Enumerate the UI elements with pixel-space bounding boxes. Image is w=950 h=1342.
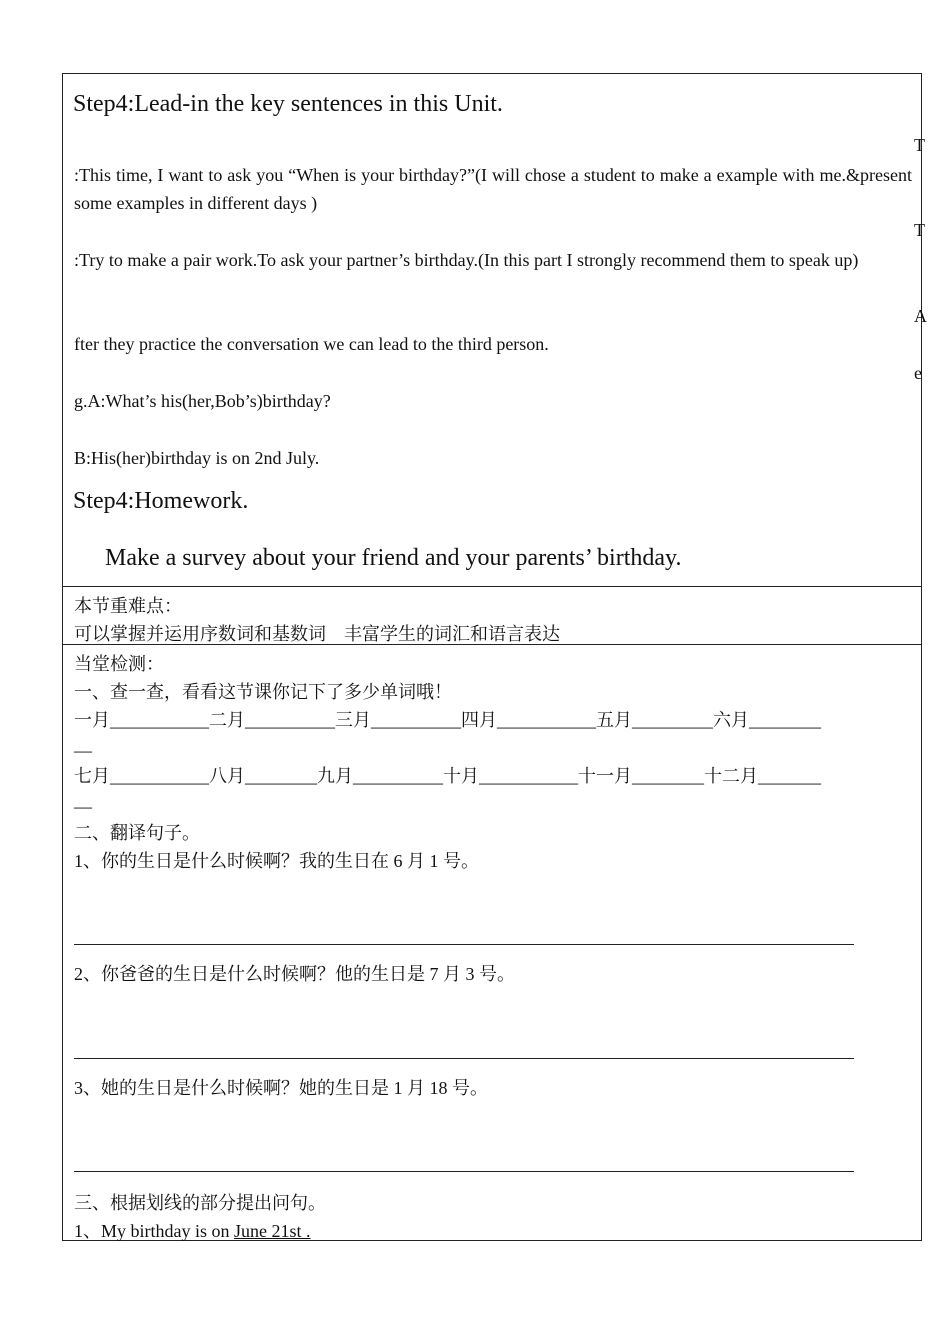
leadin-paragraph-3: fter they practice the conversation we can lead to the third person.	[74, 334, 549, 354]
side-letter-2: T	[914, 220, 925, 240]
answer-line-3	[74, 1171, 854, 1172]
months-row-1: 一月___________二月__________三月__________四月___________五月_________六月________	[74, 710, 821, 730]
answer-line-2	[74, 1058, 854, 1059]
key-points-label: 本节重难点：	[74, 596, 182, 616]
translate-sentence-1: 1、你的生日是什么时候啊？我的生日在 6 月 1 号。	[74, 851, 479, 871]
step-leadin-heading: Step4:Lead-in the key sentences in this Unit.	[73, 91, 503, 117]
months-row-2-wrap: __	[74, 790, 92, 810]
lesson-table	[62, 73, 927, 1241]
side-letter-3: A	[914, 306, 927, 326]
quiz-label: 当堂检测：	[74, 654, 164, 674]
leadin-paragraph-4: g.A:What’s his(her,Bob’s)birthday?	[74, 391, 331, 411]
homework-heading: Step4:Homework.	[73, 488, 249, 514]
leadin-paragraph-1: :This time, I want to ask you “When is your birthday?”(I will chose a student to make a example with me.&present some examples in different days )	[74, 165, 912, 213]
quiz-part3-title: 三、根据划线的部分提出问句。	[74, 1193, 326, 1213]
leadin-paragraph-5: B:His(her)birthday is on 2nd July.	[74, 448, 320, 468]
divider	[63, 644, 921, 645]
question-1-prefix: 1、My birthday is on	[74, 1221, 234, 1241]
months-row-1-wrap: __	[74, 734, 92, 754]
translate-sentence-3: 3、她的生日是什么时候啊？她的生日是 1 月 18 号。	[74, 1078, 488, 1098]
quiz-part1-title: 一、查一查，看看这节课你记下了多少单词哦！	[74, 682, 452, 702]
side-letter-4: e	[914, 363, 922, 383]
side-letter-1: T	[914, 135, 925, 155]
question-1	[74, 1217, 311, 1243]
months-row-2: 七月___________八月________九月__________十月___________十一月________十二月_______	[74, 766, 821, 786]
divider	[63, 586, 921, 587]
answer-line-1	[74, 944, 854, 945]
translate-sentence-2: 2、你爸爸的生日是什么时候啊？他的生日是 7 月 3 号。	[74, 964, 515, 984]
key-points-text: 可以掌握并运用序数词和基数词 丰富学生的词汇和语言表达	[74, 624, 560, 644]
homework-text: Make a survey about your friend and your parents’ birthday.	[105, 545, 682, 571]
quiz-part2-title: 二、翻译句子。	[74, 823, 200, 843]
leadin-paragraph-2: :Try to make a pair work.To ask your partner’s birthday.(In this part I strongly recommend them to speak up)	[74, 250, 859, 270]
question-1-underlined: June 21st .	[234, 1221, 311, 1241]
